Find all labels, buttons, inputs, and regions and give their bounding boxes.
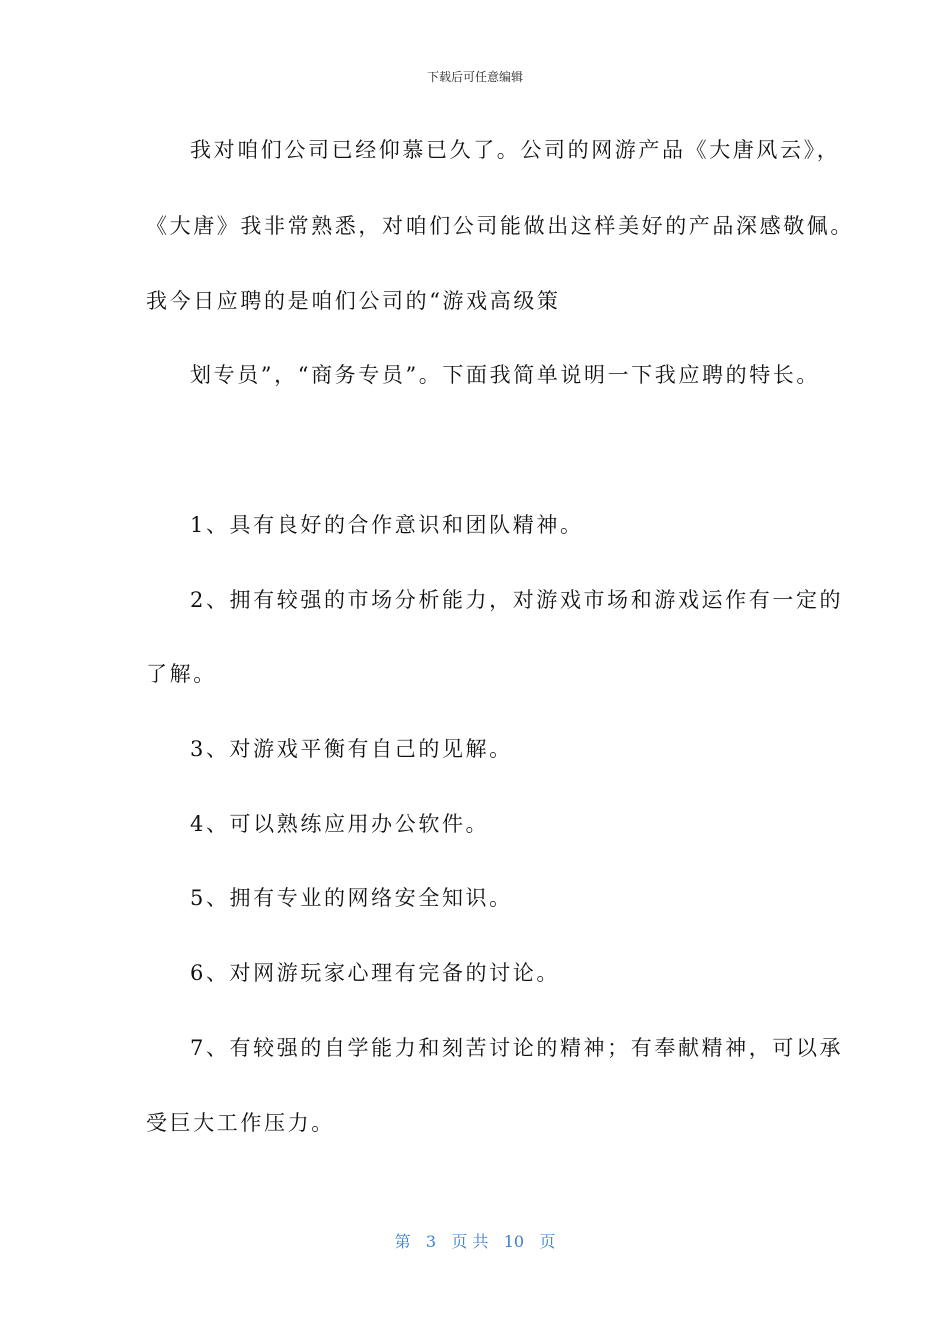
list-item: 5、拥有专业的网络安全知识。 <box>190 886 513 910</box>
page-footer <box>0 1229 950 1252</box>
paragraph-line: 我对咱们公司已经仰慕已久了。公司的网游产品《大唐风云》， <box>190 138 841 162</box>
list-item-continuation: 受巨大工作压力。 <box>146 1111 335 1135</box>
paragraph-line: 划专员”，“商务专员”。下面我简单说明一下我应聘的特长。 <box>190 363 821 387</box>
page-header-note: 下载后可任意编辑 <box>426 70 523 84</box>
list-item-continuation: 了解。 <box>146 662 217 686</box>
paragraph-line: 《大唐》我非常熟悉，对咱们公司能做出这样美好的产品深感敬佩。 <box>146 214 854 238</box>
list-item: 4、可以熟练应用办公软件。 <box>190 812 490 836</box>
page-label-prefix: 第 <box>394 1232 411 1251</box>
list-item: 7、有较强的自学能力和刻苦讨论的精神；有奉献精神，可以承 <box>190 1036 844 1060</box>
page-label-middle: 页 共 <box>451 1232 489 1251</box>
list-item: 2、拥有较强的市场分析能力，对游戏市场和游戏运作有一定的 <box>190 588 844 612</box>
total-pages-number: 10 <box>503 1232 525 1251</box>
page-label-suffix: 页 <box>539 1232 556 1251</box>
current-page-number: 3 <box>425 1232 437 1251</box>
paragraph-line: 我今日应聘的是咱们公司的“游戏高级策 <box>146 289 561 313</box>
list-item: 6、对网游玩家心理有完备的讨论。 <box>190 961 560 985</box>
list-item: 3、对游戏平衡有自己的见解。 <box>190 737 513 761</box>
list-item: 1、具有良好的合作意识和团队精神。 <box>190 513 584 537</box>
